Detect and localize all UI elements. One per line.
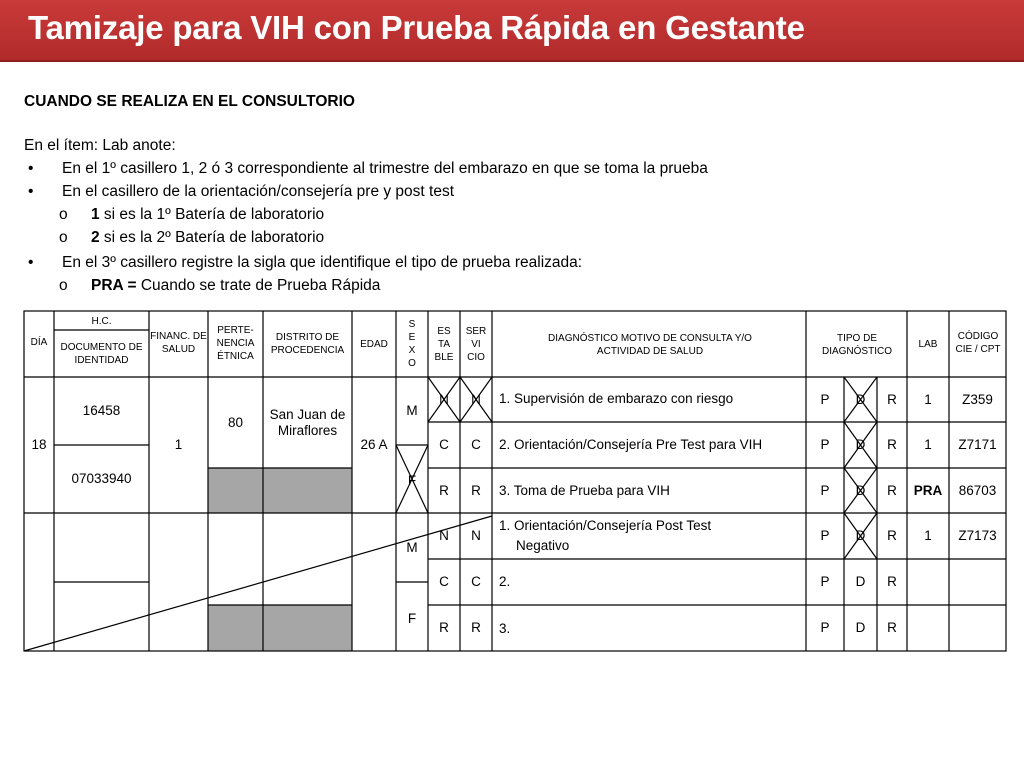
sub-bullet-bold: 2 xyxy=(91,229,100,246)
header-codigo: CÓDIGO CIE / CPT xyxy=(955,331,1001,355)
row5-p: P xyxy=(820,574,830,589)
row6-diagnostico: 3. xyxy=(499,621,511,636)
header-tipo: TIPO DE DIAGNÓSTICO xyxy=(821,333,892,357)
shaded-cell xyxy=(208,605,263,651)
bullet-text: En el 3º casillero registre la sigla que identifique el tipo de prueba realizada: xyxy=(62,254,583,271)
patient-financ: 1 xyxy=(174,437,183,452)
header-hc: H.C. xyxy=(91,315,112,327)
header-servicio: SER VI CIO xyxy=(465,325,487,363)
section-heading: CUANDO SE REALIZA EN EL CONSULTORIO xyxy=(24,93,355,110)
row3-codigo: 86703 xyxy=(958,482,997,498)
row1-codigo: Z359 xyxy=(962,391,993,407)
header-distrito: DISTRITO DE PROCEDENCIA xyxy=(270,332,345,356)
bullet-text: En el casillero de la orientación/consejería pre y post test xyxy=(62,183,455,200)
row6-r: R xyxy=(887,620,897,635)
shaded-cell xyxy=(263,468,352,513)
shaded-cell xyxy=(208,468,263,513)
row3-estable: R xyxy=(439,482,449,498)
row4-p: P xyxy=(820,528,830,543)
row1-estable: N xyxy=(439,391,449,407)
row6-p: P xyxy=(820,620,830,635)
row4-diagnostico-line1: 1. Orientación/Consejería Post Test xyxy=(499,518,712,533)
header-sexo: S E X O xyxy=(408,319,416,369)
row3-r: R xyxy=(887,482,897,498)
bullet-mark: • xyxy=(28,160,34,177)
sub-bullet-rest: si es la 2º Batería de laboratorio xyxy=(99,229,325,246)
row5-r: R xyxy=(887,574,897,589)
header-financ: FINANC. DE SALUD xyxy=(150,331,207,355)
row1-servicio: N xyxy=(471,391,481,407)
bullet-mark: • xyxy=(28,254,34,271)
patient-documento: 07033940 xyxy=(71,471,132,486)
header-diagnostico: DIAGNÓSTICO MOTIVO DE CONSULTA Y/O ACTIVIDAD DE SALUD xyxy=(548,333,752,357)
row3-lab: PRA xyxy=(913,482,943,498)
patient-hc: 16458 xyxy=(82,403,121,418)
blank-sexo-f: F xyxy=(407,611,417,626)
row1-lab: 1 xyxy=(924,391,932,407)
header-edad: EDAD xyxy=(360,338,388,350)
patient-perte: 80 xyxy=(227,414,244,430)
shaded-cell xyxy=(263,605,352,651)
sub-bullet-mark: o xyxy=(59,229,68,246)
patient-sexo-f: F xyxy=(407,473,417,488)
row2-codigo: Z7171 xyxy=(958,437,997,452)
row3-servicio: R xyxy=(471,482,481,498)
row4-lab: 1 xyxy=(924,528,932,543)
row3-diagnostico: 3. Toma de Prueba para VIH xyxy=(499,483,670,498)
sub-bullet-mark: o xyxy=(59,277,68,294)
row2-r: R xyxy=(887,437,897,452)
sub-bullet-rest: Cuando se trate de Prueba Rápida xyxy=(136,277,381,294)
bullet-text: En el 1º casillero 1, 2 ó 3 correspondiente al trimestre del embarazo en que se toma la prueba xyxy=(62,160,708,177)
row5-estable: C xyxy=(439,574,449,589)
patient-distrito: San Juan de Miraflores xyxy=(269,407,346,438)
row3-p: P xyxy=(820,482,830,498)
row4-d: D xyxy=(855,528,866,543)
sub-bullet-bold: PRA = xyxy=(91,277,137,294)
sub-bullet-rest: si es la 1º Batería de laboratorio xyxy=(99,206,325,223)
sub-bullet-mark: o xyxy=(59,206,68,223)
row5-servicio: C xyxy=(471,574,481,589)
row2-p: P xyxy=(820,437,830,452)
bullet-mark: • xyxy=(28,183,34,200)
row3-d: D xyxy=(855,482,866,498)
intro-text: En el ítem: Lab anote: xyxy=(24,137,176,154)
patient-dia: 18 xyxy=(31,437,47,452)
row1-d: D xyxy=(855,391,866,407)
row1-r: R xyxy=(887,391,897,407)
patient-edad: 26 A xyxy=(360,437,388,452)
row4-diagnostico-line2: Negativo xyxy=(516,538,570,553)
header-lab: LAB xyxy=(918,338,938,350)
row1-p: P xyxy=(820,391,830,407)
row5-d: D xyxy=(855,574,866,589)
patient-sexo-m: M xyxy=(406,403,418,418)
row6-estable: R xyxy=(439,620,449,635)
row4-codigo: Z7173 xyxy=(958,528,997,543)
row2-lab: 1 xyxy=(924,437,932,452)
header-perte: PERTE- NENCIA ÉTNICA xyxy=(216,324,255,362)
header-documento: DOCUMENTO DE IDENTIDAD xyxy=(60,342,143,366)
sub-bullet-bold: 1 xyxy=(91,206,100,223)
row5-diagnostico: 2. xyxy=(499,574,511,589)
row6-d: D xyxy=(855,620,866,635)
slide-title: Tamizaje para VIH con Prueba Rápida en Gestante xyxy=(28,9,805,46)
blank-sexo-m: M xyxy=(406,540,418,555)
row4-estable: N xyxy=(439,528,449,543)
header-dia: DÍA xyxy=(30,337,48,348)
row2-servicio: C xyxy=(471,437,481,452)
header-estable: ES TA BLE xyxy=(434,325,454,363)
row4-servicio: N xyxy=(471,528,481,543)
row2-d: D xyxy=(855,437,866,452)
row2-diagnostico: 2. Orientación/Consejería Pre Test para VIH xyxy=(499,437,763,452)
row4-r: R xyxy=(887,528,897,543)
row2-estable: C xyxy=(439,437,449,452)
row6-servicio: R xyxy=(471,620,481,635)
row1-diagnostico: 1. Supervisión de embarazo con riesgo xyxy=(499,391,734,406)
